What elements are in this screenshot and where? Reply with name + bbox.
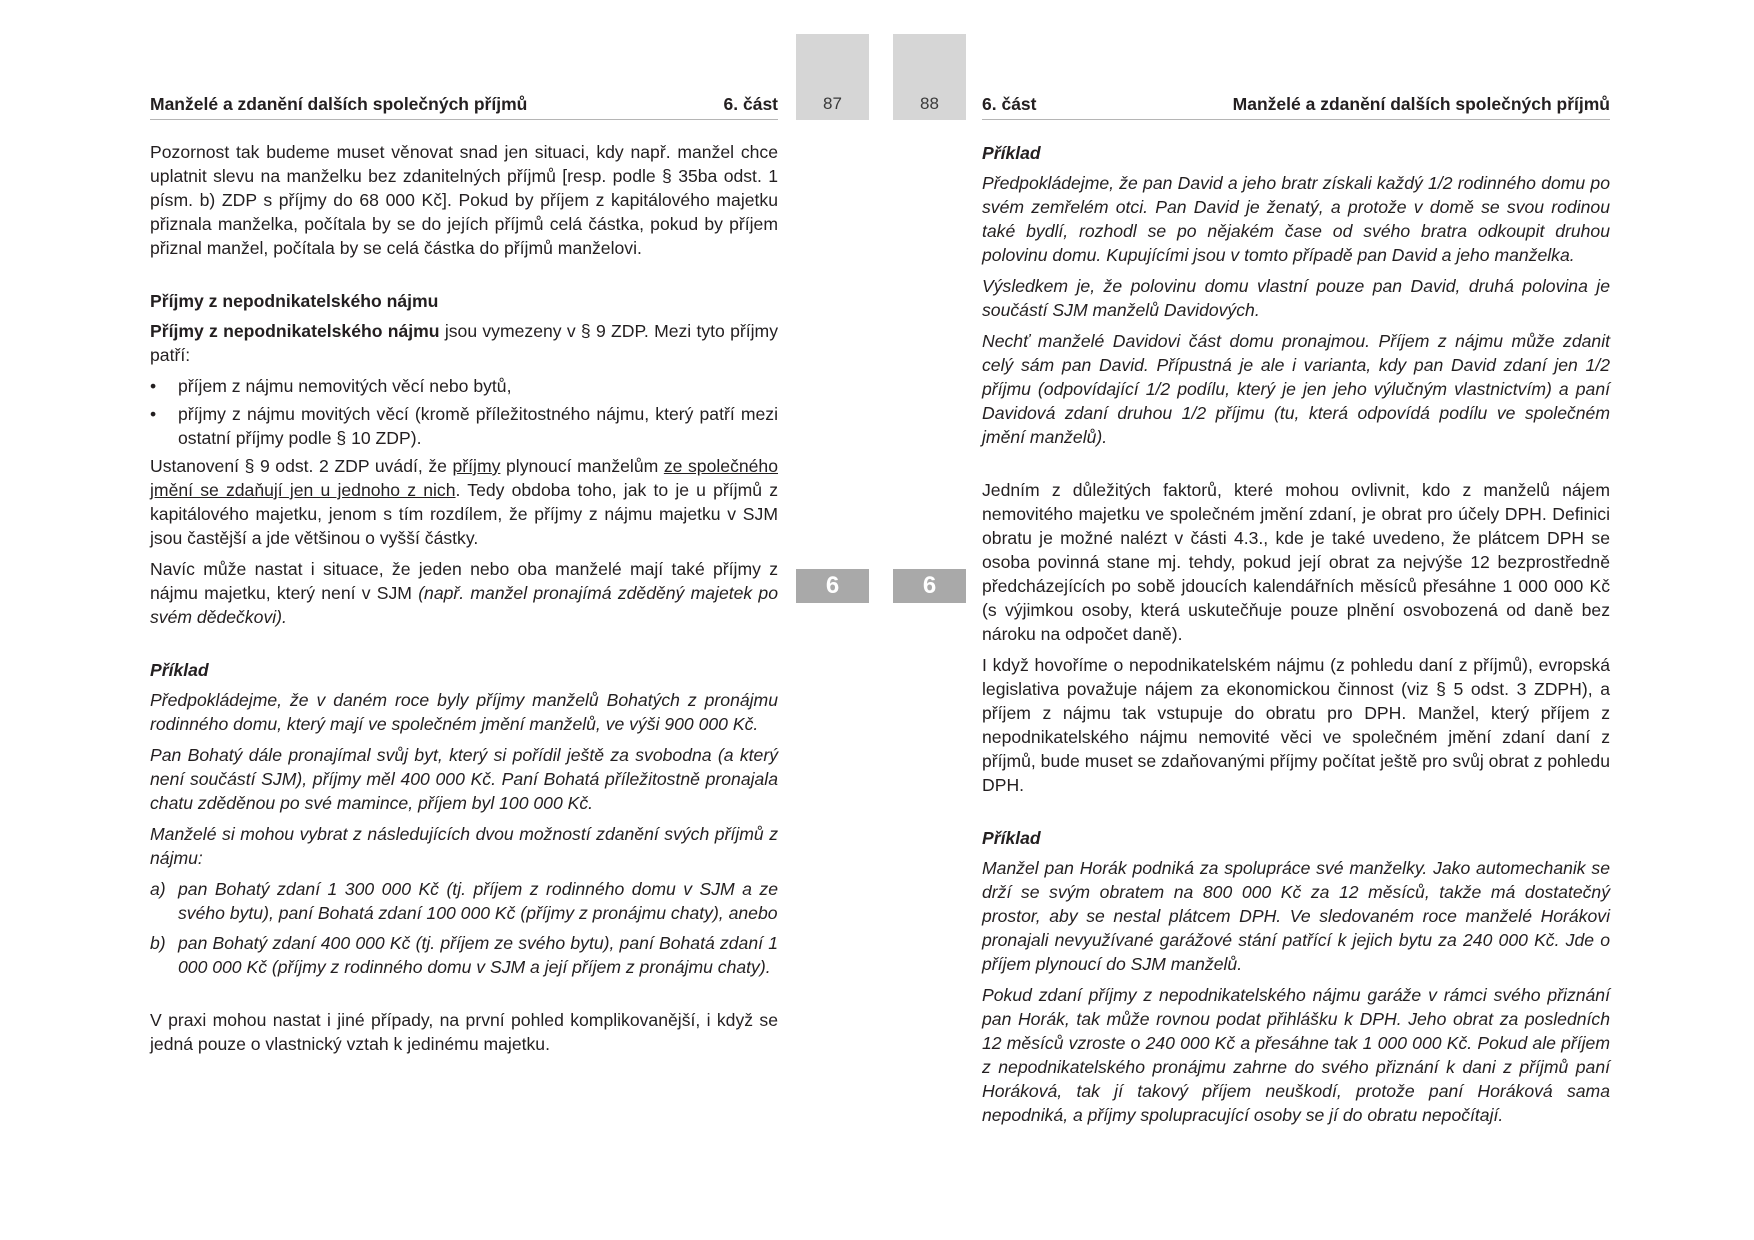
example-box (150, 658, 778, 979)
underlined-phrase: ze společného jmění se zdaňují jen u jednoho z nich (150, 456, 778, 500)
income-types-list (150, 374, 778, 450)
underlined-term: příjmy (452, 456, 501, 476)
bullet-icon: • (150, 404, 157, 424)
page-number: 88 (920, 94, 939, 113)
example-options (150, 877, 778, 979)
list-item: • příjmy z nájmu movitých věcí (kromě příležitostného nájmu, který patří mezi ostatní příjmy podle § 10 ZDP). (150, 404, 778, 448)
list-item: • příjem z nájmu nemovitých věcí nebo bytů, (150, 376, 512, 396)
example-paragraph: Nechť manželé Davidovi část domu pronajmou. Příjem z nájmu může zdanit celý sám pan David. Přípustná je ale i varianta, kdy pan David zdaní jen 1/2 příjmu (odpovídající 1/2 podílu, který je jen jeho výlučným vlastnictvím) a paní Davidová zdaní druhou 1/2 příjmu (tu, která odpovídá podílu ve společném jmění manželů). (982, 331, 1610, 447)
example-box (982, 141, 1610, 449)
example-paragraph: Manžel pan Horák podniká za spolupráce své manželky. Jako automechanik se drží se svým obratem na 800 000 Kč za 12 měsíců, takže má dostatečný prostor, aby se nestal plátcem DPH. Ve sledovaném roce manželé Horákovi pronajali nevyužívané garážové stání patřící k jejich bytu za 240 000 Kč. Jde o příjem plynoucí do SJM manželů. (982, 858, 1610, 974)
section-intro-paragraph (150, 319, 778, 367)
example-paragraph: Pan Bohatý dále pronajímal svůj byt, který si pořídil ještě za svobodna (a který není součástí SJM), příjmy měl 400 000 Kč. Paní Bohatá příležitostně pronajala chatu zděděnou po své mamince, příjem byl 100 000 Kč. (150, 745, 778, 813)
header-title: Manželé a zdanění dalších společných příjmů (1232, 94, 1610, 114)
other-paragraph: Navíc může nastat i situace, že jeden nebo oba manželé mají také příjmy z nájmu majetku, který není v SJM (např. manžel pronajímá zděděný majetek po svém dědečkovi). (150, 559, 779, 627)
header-part: 6. část (723, 94, 778, 114)
page-number: 87 (823, 94, 842, 113)
example-paragraph: Manželé si mohou vybrat z následujících dvou možností zdanění svých příjmů z nájmu: (150, 824, 778, 868)
list-item: b) pan Bohatý zdaní 400 000 Kč (tj. příjem ze svého bytu), paní Bohatá zdaní 1 000 000 Kč (příjmy z rodinného domu v SJM a její příjem z pronájmu chaty). (150, 933, 778, 977)
running-header-left (150, 93, 778, 120)
list-item: a) pan Bohatý zdaní 1 300 000 Kč (tj. příjem z rodinného domu v SJM a ze svého bytu), paní Bohatá zdaní 100 000 Kč (příjmy z pronájmu chaty), anebo (150, 879, 778, 923)
example-box (982, 826, 1610, 1127)
right-page (982, 0, 1610, 1240)
body-paragraph: I když hovoříme o nepodnikatelském nájmu (z pohledu daní z příjmů), evropská legislativa považuje nájem za ekonomickou činnost (viz § 5 odst. 3 ZDPH), a příjem z nájmu tak vstupuje do obratu pro DPH. Manžel, který příjem z nepodnikatelského nájmu nemovité věci ve společném jmění zdaní daní z příjmů, bude muset se zdaňovanými příjmy počítat ještě pro svůj obrat z pohledu DPH. (982, 655, 1610, 795)
chapter-tab-right: 6 (893, 569, 966, 603)
section-intro-rest: jsou vymezeny v § 9 ZDP. Mezi tyto příjmy patří: (150, 321, 778, 365)
right-page-body (982, 141, 1610, 1134)
example-paragraph: Předpokládejme, že pan David a jeho bratr získali každý 1/2 rodinného domu po svém zemřelém otci. Pan David je ženatý, a protože v domě se svou rodinou také bydlí, rozhodl se po nějakém čase od svého bratra odkoupit druhou polovinu domu. Kupujícími jsou v tomto případě pan David a jeho manželka. (982, 173, 1610, 265)
rule-paragraph: Ustanovení § 9 odst. 2 ZDP uvádí, že příjmy plynoucí manželům ze společného jmění se zdaňují jen u jednoho z nich. Tedy obdoba toho, jak to je u příjmů z kapitálového majetku, jenom s tím rozdílem, že příjmy z nájmu majetku v SJM jsou častější a jde většinou o vyšší částky. (150, 456, 779, 548)
header-part: 6. část (982, 94, 1037, 114)
page-number-tab-right (893, 34, 966, 120)
page-number-tab-left (796, 34, 869, 120)
example-heading: Příklad (982, 828, 1041, 848)
example-heading: Příklad (982, 143, 1041, 163)
bullet-icon: • (150, 376, 157, 396)
closing-paragraph: V praxi mohou nastat i jiné případy, na první pohled komplikovanější, i když se jedná pouze o vlastnický vztah k jedinému majetku. (150, 1010, 778, 1054)
intro-paragraph: Pozornost tak budeme muset věnovat snad jen situaci, kdy např. manžel chce uplatnit slevu na manželku bez zdanitelných příjmů [resp. podle § 35ba odst. 1 písm. b) ZDP s příjmy do 68 000 Kč]. Pokud by příjem z kapitálového majetku přiznala manželka, počítala by se do jejích příjmů celá částka, pokud by příjem přiznal manžel, počítala by se celá částka do příjmů manželovi. (150, 142, 778, 258)
left-page-body (150, 140, 778, 1063)
example-paragraph: Výsledkem je, že polovinu domu vlastní pouze pan David, druhá polovina je součástí SJM manželů Davidových. (982, 276, 1610, 320)
example-paragraph: Předpokládejme, že v daném roce byly příjmy manželů Bohatých z pronájmu rodinného domu, který mají ve společném jmění manželů, ve výši 900 000 Kč. (150, 690, 778, 734)
example-paragraph: Pokud zdaní příjmy z nepodnikatelského nájmu garáže v rámci svého přiznání pan Horák, tak může rovnou podat přihlášku k DPH. Jeho obrat za posledních 12 měsíců vzroste o 240 000 Kč a přesáhne tak 1 000 000 Kč. Pokud ale příjem z nepodnikatelského pronájmu zahrne do svého přiznání k dani z příjmů paní Horáková, tak jí takový příjem neuškodí, protože paní Horáková sama nepodniká, a příjmy spolupracující osoby se jí do obratu nepočítají. (982, 985, 1610, 1125)
header-title: Manželé a zdanění dalších společných příjmů (150, 94, 528, 114)
section-heading: Příjmy z nepodnikatelského nájmu (150, 291, 439, 311)
section-intro-bold: Příjmy z nepodnikatelského nájmu (150, 321, 440, 341)
chapter-tab-left: 6 (796, 569, 869, 603)
running-header-right (982, 93, 1610, 120)
body-paragraph: Jedním z důležitých faktorů, které mohou ovlivnit, kdo z manželů nájem nemovitého majetku ve společném jmění zdaní, je obrat pro účely DPH. Definici obratu je možné nalézt v části 4.3., kde je také uvedeno, že plátcem DPH se osoba povinná stane mj. tehdy, pokud její obrat za nejvýše 12 bezprostředně předcházejících po sobě jdoucích kalendářních měsíců přesáhne 1 000 000 Kč (s výjimkou osoby, která uskutečňuje pouze plnění osvobozená od daně bez nároku na odpočet daně). (982, 480, 1610, 644)
example-heading: Příklad (150, 660, 209, 680)
left-page (150, 0, 778, 1240)
